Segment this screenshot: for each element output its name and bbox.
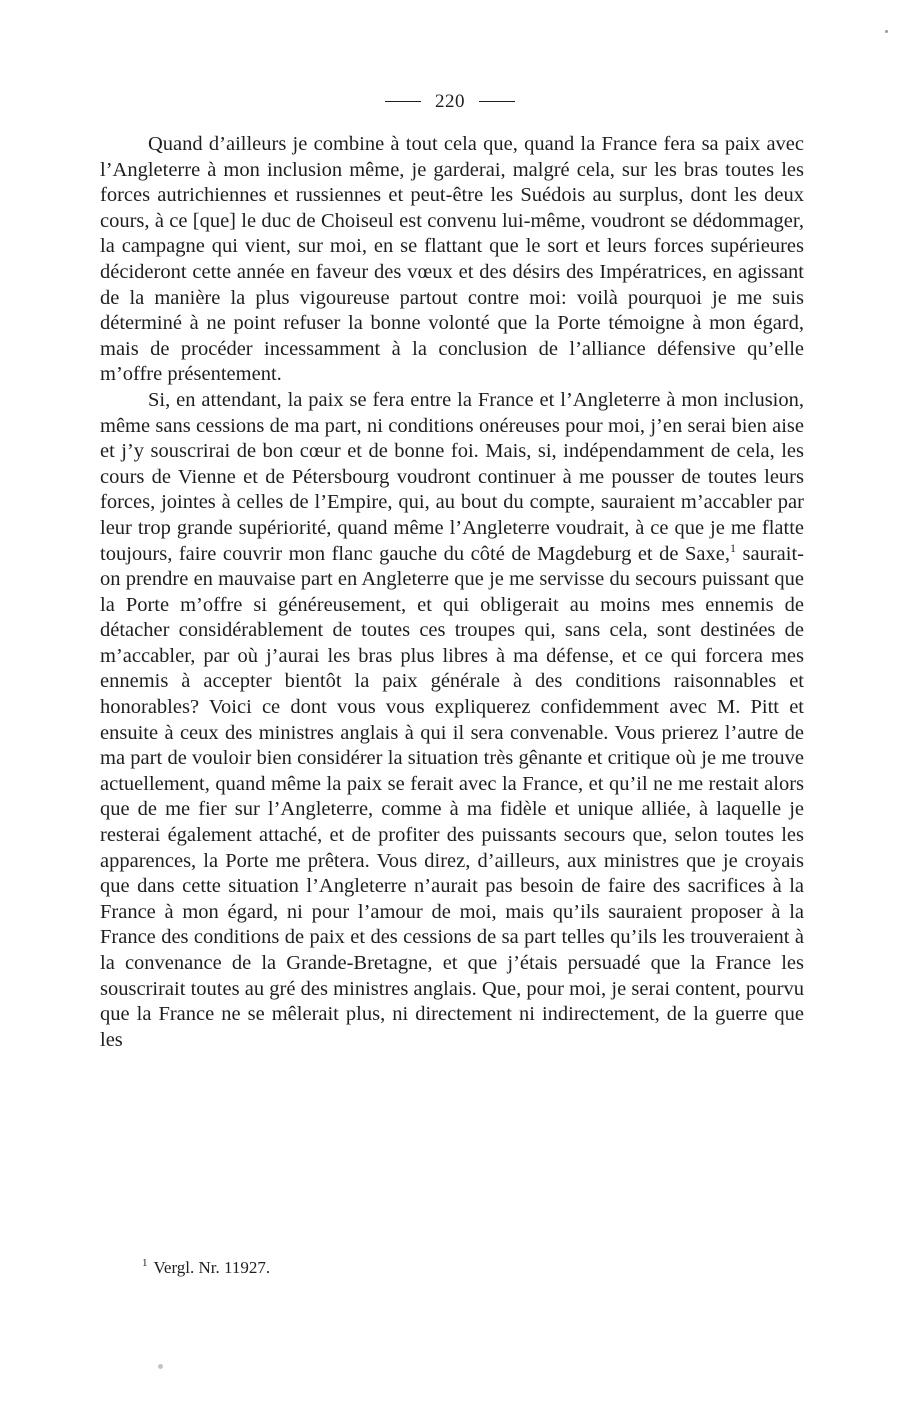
scan-speck (885, 30, 888, 33)
scan-speck (158, 1364, 163, 1369)
footnote-marker: 1 (142, 1257, 148, 1269)
paragraph-2-text-before-ref: Si, en attendant, la paix se fera entre la France et l’Angleterre à mon inclusion, même sans cessions de ma part, ni conditions onéreuses pour moi, j’en serai bien aise et j’y souscrirai de bon cœur et de bonne foi. Mais, si, indépendamment de cela, les cours de Vienne et de Pétersbourg voudront continuer à me pousser de toutes leurs forces, jointes à celles de l’Empire, qui, au bout du compte, sauraient m’accabler par leur trop grande supériorité, quand même l’Angleterre voudrait, à ce que je me flatte toujours, faire couvrir mon flanc gauche du côté de Magdeburg et de Saxe, (100, 388, 804, 565)
body-text (100, 132, 804, 1053)
header-rule-left (385, 101, 421, 102)
page-header (0, 88, 900, 115)
paragraph-2 (100, 388, 804, 1053)
page-number: 220 (435, 90, 465, 112)
paragraph-2-text-after-ref: saurait-on prendre en mauvaise part en Angleterre que je me servisse du secours puissant que la Porte m’offre si généreusement, et qui obligerait au moins mes ennemis de détacher considérablement de toutes ces troupes qui, sans cela, sont destinées de m’accabler, par où j’aurai les bras plus libres à ma défense, et ce qui forcera mes ennemis à accepter bientôt la paix générale à des conditions raisonnables et honorables? Voici ce dont vous vous expliquerez confidemment avec M. Pitt et ensuite à ceux des ministres anglais à qui il sera convenable. Vous prierez l’autre de ma part de vouloir bien considérer la situation très gênante et critique où je me trouve actuellement, quand même la paix se ferait avec la France, et qu’il ne me restait alors que de me fier sur l’Angleterre, comme à ma fidèle et unique alliée, à laquelle je resterai également attaché, et de profiter des puissants secours que, selon toutes les apparences, la Porte me prêtera. Vous direz, d’ailleurs, aux ministres que je croyais que dans cette situation l’Angleterre n’aurait pas besoin de faire des sacrifices à la France à mon égard, ni pour l’amour de moi, mais qu’ils sauraient proposer à la France des conditions de paix et des cessions de sa part telles qu’ils les trouveraient à la convenance de la Grande-Bretagne, et que j’étais persuadé que la France les souscrirait toutes au gré des ministres anglais. Que, pour moi, je serai content, pourvu que la France ne se mêlerait plus, ni directement ni indirectement, de la guerre que les (100, 542, 804, 1051)
footnote-text: Vergl. Nr. 11927. (153, 1258, 271, 1277)
footnote (142, 1252, 270, 1279)
footnote-reference[interactable]: 1 (730, 540, 736, 555)
header-rule-right (479, 101, 515, 102)
paragraph-1: Quand d’ailleurs je combine à tout cela que, quand la France fera sa paix avec l’Angleterre à mon inclusion même, je garderai, malgré cela, sur les bras toutes les forces autrichiennes et russiennes et peut-être les Suédois au surplus, dont les deux cours, à ce [que] le duc de Choiseul est convenu lui-même, voudront se dédommager, la campagne qui vient, sur moi, en se flattant que le sort et leurs forces supérieures décideront cette année en faveur des vœux et des désirs des Impératrices, en agissant de la manière la plus vigoureuse partout contre moi: voilà pourquoi je me suis déterminé à ne point refuser la bonne volonté que la Porte témoigne à mon égard, mais de procéder incessamment à la conclusion de l’alliance défensive qu’elle m’offre présentement. (100, 133, 804, 386)
